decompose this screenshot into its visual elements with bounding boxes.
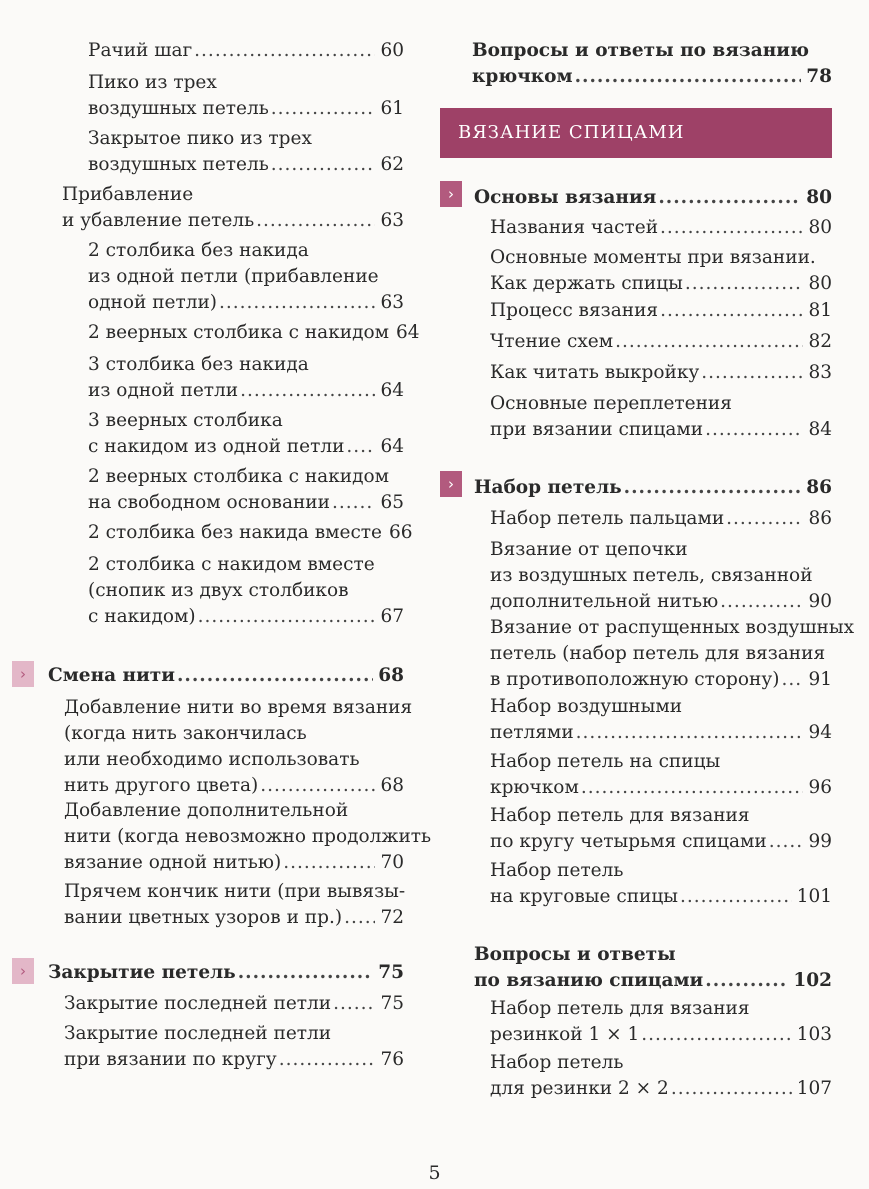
entry-page-number: 83 [808, 362, 832, 383]
dot-leader [198, 604, 376, 630]
entry-text-line: Вопросы и ответы [474, 944, 676, 965]
dot-leader [581, 775, 804, 801]
entry-text-line: вязание одной нитью) [64, 852, 282, 873]
entry-page-number: 70 [380, 852, 404, 873]
toc-entry [88, 126, 404, 178]
dot-leader [346, 434, 375, 460]
entry-text-line: петель (набор петель для вязания [490, 643, 826, 664]
entry-text-line: Чтение схем [490, 331, 614, 352]
entry-page-number: 90 [808, 591, 832, 612]
entry-text-line: одной петли) [88, 292, 218, 313]
entry-text-line: при вязании спицами [490, 419, 704, 440]
entry-text-line: Прячем кончик нити (при вывязы- [64, 881, 406, 902]
dot-leader [332, 490, 375, 516]
dot-leader [685, 271, 804, 297]
entry-page-number: 75 [378, 962, 404, 983]
entry-text-line: с накидом) [88, 606, 196, 627]
dot-leader [260, 773, 375, 799]
entry-page-number: 64 [396, 322, 420, 343]
entry-text-line: Набор петель для вязания [490, 805, 750, 826]
entry-text-line: 2 веерных столбика с накидом [88, 466, 390, 487]
entry-page-number: 76 [380, 1049, 404, 1070]
entry-text-line: на круговые спицы [490, 886, 678, 907]
dot-leader [781, 667, 803, 693]
entry-page-number: 80 [806, 187, 832, 208]
toc-section-heading [472, 38, 832, 90]
entry-text-line: Набор воздушными [490, 696, 683, 717]
entry-text-line: Вязание от распущенных воздушных [490, 617, 855, 638]
toc-entry [64, 1021, 404, 1073]
toc-entry [490, 537, 832, 615]
dot-leader [256, 208, 375, 234]
toc-entry [490, 749, 832, 801]
entry-text-line: Набор петель на спицы [490, 751, 721, 772]
entry-text-line: Процесс вязания [490, 300, 659, 321]
dot-leader [641, 1022, 791, 1048]
dot-leader [615, 329, 803, 355]
entry-page-number: 94 [808, 722, 832, 743]
entry-page-number: 62 [380, 154, 404, 175]
entry-page-number: 64 [380, 380, 404, 401]
entry-text-line: Как держать спицы [490, 273, 683, 294]
entry-text-line: 2 столбика без накида [88, 240, 309, 261]
entry-text-line: в противоположную сторону) [490, 669, 780, 690]
chevron-right-icon: › [440, 471, 462, 497]
entry-text-line: из воздушных петель, связанной [490, 565, 813, 586]
toc-entry [88, 38, 404, 64]
entry-text-line: Основные переплетения [490, 393, 732, 414]
toc-entry [490, 245, 832, 297]
entry-text-line: нити (когда невозможно продолжить [64, 826, 432, 847]
entry-text-line: Закрытие последней петли [64, 993, 332, 1014]
page-number: 5 [428, 1162, 441, 1184]
entry-text-line: Набор петель [490, 1052, 624, 1073]
toc-entry [88, 552, 404, 630]
entry-page-number: 99 [808, 831, 832, 852]
dot-leader [720, 589, 803, 615]
entry-page-number: 61 [380, 98, 404, 119]
entry-text-line: 2 веерных столбика с накидом [88, 322, 390, 343]
section-banner-knitting: ВЯЗАНИЕ СПИЦАМИ [440, 108, 832, 158]
dot-leader [701, 360, 803, 386]
entry-text-line: и убавление петель [62, 210, 255, 231]
entry-text-line: Вязание от цепочки [490, 539, 688, 560]
dot-leader [283, 850, 375, 876]
toc-entry [490, 996, 832, 1048]
entry-text-line: петлями [490, 722, 574, 743]
dot-leader [271, 96, 376, 122]
entry-page-number: 63 [380, 210, 404, 231]
entry-page-number: 80 [808, 273, 832, 294]
entry-text-line: дополнительной нитью [490, 591, 719, 612]
entry-text-line: Набор петель [490, 860, 624, 881]
entry-text-line: крючком [472, 66, 573, 87]
entry-text-line: 3 веерных столбика [88, 410, 283, 431]
dot-leader [680, 884, 792, 910]
entry-text-line: Смена нити [48, 665, 175, 686]
toc-entry [88, 464, 404, 516]
dot-leader [240, 378, 375, 404]
dot-leader [238, 960, 374, 986]
dot-leader [769, 829, 804, 855]
entry-text-line: Рачий шаг [88, 40, 193, 61]
entry-text-line: Набор петель для вязания [490, 998, 750, 1019]
toc-entry [88, 320, 420, 346]
entry-text-line: 3 столбика без накида [88, 354, 309, 375]
entry-text-line: Как читать выкройку [490, 362, 700, 383]
entry-text-line: Закрытие последней петли [64, 1023, 332, 1044]
entry-page-number: 72 [380, 907, 404, 928]
entry-text-line: при вязании по кругу [64, 1049, 277, 1070]
toc-section-heading [48, 663, 404, 689]
toc-entry [490, 615, 855, 693]
toc-entry [490, 858, 832, 910]
toc-entry [490, 391, 832, 443]
dot-leader [660, 215, 803, 241]
entry-text-line: из одной петли (прибавление [88, 266, 379, 287]
entry-text-line: Пико из трех [88, 72, 217, 93]
dot-leader [726, 506, 803, 532]
entry-page-number: 78 [806, 66, 832, 87]
entry-page-number: 86 [806, 477, 832, 498]
dot-leader [194, 38, 375, 64]
entry-page-number: 103 [796, 1024, 832, 1045]
toc-entry [64, 798, 432, 876]
entry-text-line: вании цветных узоров и пр.) [64, 907, 343, 928]
dot-leader [279, 1047, 376, 1073]
dot-leader [658, 185, 801, 211]
entry-text-line: нить другого цвета) [64, 775, 259, 796]
entry-page-number: 86 [808, 508, 832, 529]
entry-text-line: Названия частей [490, 217, 659, 238]
entry-page-number: 91 [808, 669, 832, 690]
entry-page-number: 81 [808, 300, 832, 321]
entry-text-line: с накидом из одной петли [88, 436, 345, 457]
chevron-right-icon: › [440, 181, 462, 207]
dot-leader [671, 1076, 792, 1102]
entry-page-number: 75 [380, 993, 404, 1014]
toc-entry [490, 298, 832, 324]
entry-page-number: 84 [808, 419, 832, 440]
entry-text-line: воздушных петель [88, 154, 269, 175]
toc-entry [64, 991, 404, 1017]
entry-page-number: 102 [793, 970, 832, 991]
entry-text-line: 2 столбика без накида вместе [88, 522, 382, 543]
toc-section-heading [474, 185, 832, 211]
entry-text-line: Набор петель пальцами [490, 508, 725, 529]
entry-text-line: Добавление дополнительной [64, 800, 349, 821]
dot-leader [576, 720, 804, 746]
dot-leader [271, 152, 376, 178]
entry-page-number: 64 [380, 436, 404, 457]
toc-section-heading [474, 942, 832, 994]
entry-text-line: (когда нить закончилась [64, 723, 307, 744]
dot-leader [344, 905, 375, 931]
toc-section-heading [474, 475, 832, 501]
entry-text-line: 2 столбика с накидом вместе [88, 554, 375, 575]
toc-entry [490, 329, 832, 355]
entry-text-line: Набор петель [474, 477, 622, 498]
entry-text-line: Основные моменты при вязании. [490, 247, 816, 268]
dot-leader [624, 475, 802, 501]
chevron-right-icon: › [12, 958, 34, 984]
entry-text-line: Закрытое пико из трех [88, 128, 312, 149]
toc-entry [490, 215, 832, 241]
toc-entry [88, 70, 404, 122]
toc-entry [62, 182, 404, 234]
toc-entry [64, 879, 404, 931]
entry-text-line: по вязанию спицами [474, 970, 704, 991]
toc-entry [88, 408, 404, 460]
entry-text-line: на свободном основании [88, 492, 330, 513]
entry-page-number: 60 [380, 40, 404, 61]
toc-entry [490, 1050, 832, 1102]
toc-entry [490, 506, 832, 532]
dot-leader [575, 64, 802, 90]
toc-entry [490, 694, 832, 746]
entry-text-line: резинкой 1 × 1 [490, 1024, 640, 1045]
entry-text-line: Вопросы и ответы по вязанию [472, 40, 809, 61]
entry-text-line: Добавление нити во время вязания [64, 697, 413, 718]
entry-text-line: Основы вязания [474, 187, 657, 208]
entry-text-line: из одной петли [88, 380, 239, 401]
dot-leader [705, 417, 803, 443]
dot-leader [177, 663, 373, 689]
entry-page-number: 107 [796, 1078, 832, 1099]
entry-page-number: 68 [380, 775, 404, 796]
toc-section-heading [48, 960, 404, 986]
entry-text-line: (снопик из двух столбиков [88, 580, 349, 601]
dot-leader [333, 991, 375, 1017]
entry-text-line: Закрытие петель [48, 962, 236, 983]
entry-page-number: 96 [808, 777, 832, 798]
entry-text-line: по кругу четырьмя спицами [490, 831, 767, 852]
entry-page-number: 80 [808, 217, 832, 238]
entry-text-line: или необходимо использовать [64, 749, 360, 770]
entry-text-line: воздушных петель [88, 98, 269, 119]
dot-leader [705, 968, 788, 994]
toc-entry [88, 520, 413, 546]
entry-page-number: 68 [378, 665, 404, 686]
chevron-right-icon: › [12, 661, 34, 687]
toc-entry [490, 360, 832, 386]
entry-page-number: 65 [380, 492, 404, 513]
entry-text-line: для резинки 2 × 2 [490, 1078, 669, 1099]
entry-text-line: Прибавление [62, 184, 194, 205]
entry-page-number: 101 [796, 886, 832, 907]
dot-leader [660, 298, 803, 324]
entry-page-number: 67 [380, 606, 404, 627]
toc-entry [64, 695, 413, 799]
entry-page-number: 63 [380, 292, 404, 313]
toc-entry [88, 352, 404, 404]
toc-entry [490, 803, 832, 855]
entry-text-line: крючком [490, 777, 579, 798]
toc-entry [88, 238, 404, 316]
entry-page-number: 82 [808, 331, 832, 352]
dot-leader [219, 290, 375, 316]
entry-page-number: 66 [389, 522, 413, 543]
